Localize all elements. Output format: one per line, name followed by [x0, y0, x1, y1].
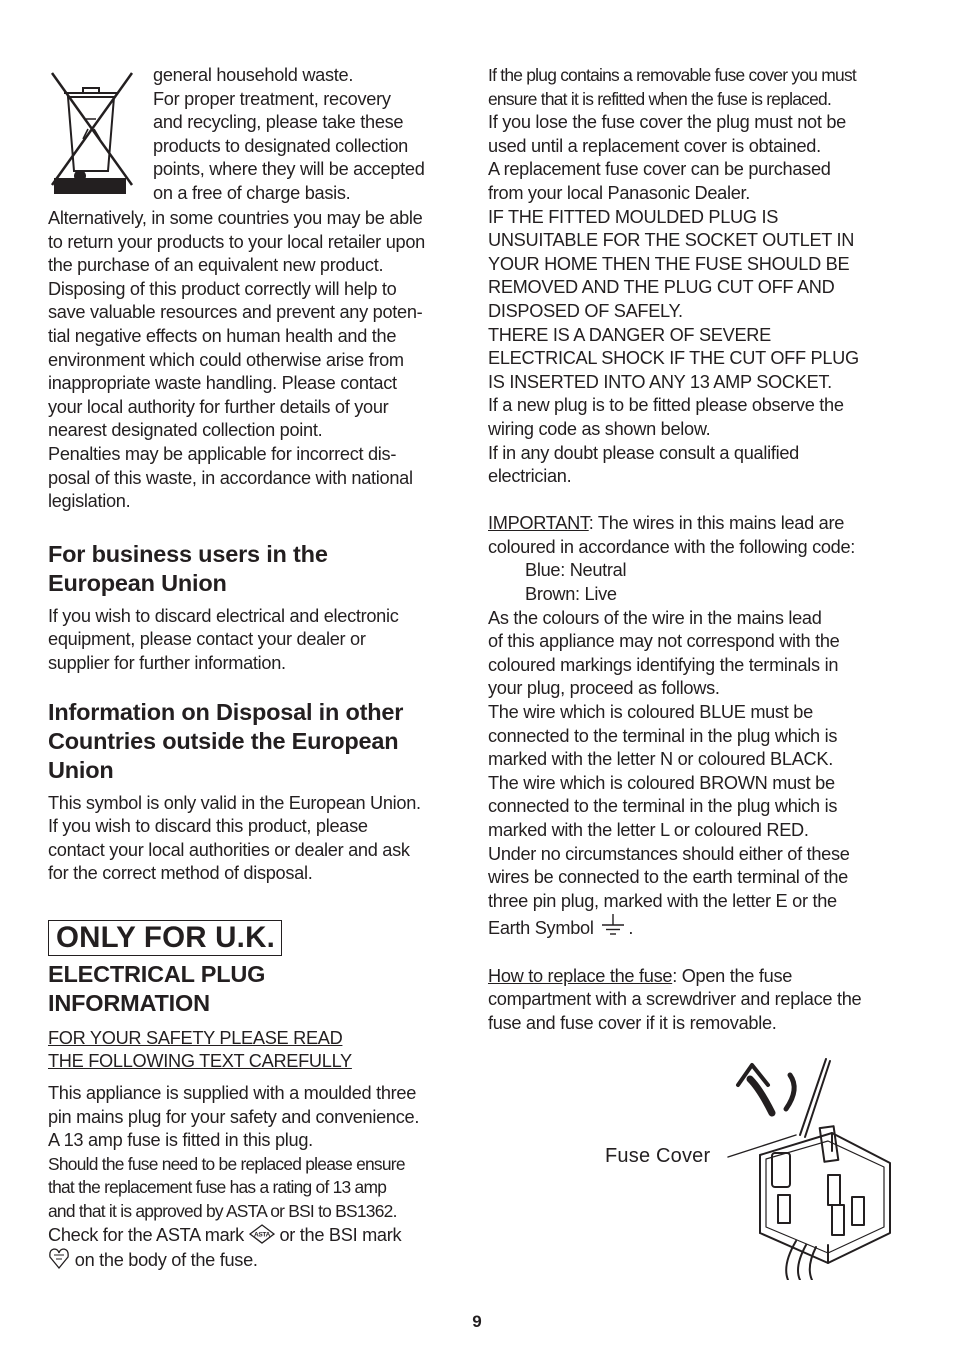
- text-line: As the colours of the wire in the mains lead: [488, 607, 822, 628]
- important-label: IMPORTANT: [488, 513, 589, 534]
- text-line: DISPOSED OF SAFELY.: [488, 300, 683, 321]
- business-heading: [48, 540, 453, 598]
- text-line: YOUR HOME THEN THE FUSE SHOULD BE: [488, 253, 850, 274]
- text-line: wiring code as shown below.: [488, 418, 711, 439]
- heading-line: Countries outside the European: [48, 727, 399, 754]
- text-line: three pin plug, marked with the letter E or the: [488, 890, 837, 911]
- weee-paragraph: [48, 207, 453, 514]
- text-line: coloured in accordance with the following code:: [488, 536, 856, 557]
- text-line: legislation.: [48, 491, 131, 512]
- check-post-text: on the body of the fuse.: [70, 1250, 258, 1271]
- weee-intro: [153, 64, 453, 206]
- text-line: save valuable resources and prevent any poten-: [48, 302, 423, 323]
- text-line: nearest designated collection point.: [48, 420, 323, 441]
- text-line: IF THE FITTED MOULDED PLUG IS: [488, 206, 779, 227]
- text-line: If a new plug is to be fitted please observe the: [488, 395, 844, 416]
- weee-line: For proper treatment, recovery: [153, 88, 391, 109]
- only-for-uk-banner: ONLY FOR U.K.: [48, 920, 282, 956]
- left-column: [48, 64, 453, 1273]
- weee-line: on a free of charge basis.: [153, 182, 351, 203]
- check-marks-line-2: [48, 1247, 453, 1273]
- heading-line: European Union: [48, 569, 227, 596]
- heading-line: Information on Disposal in other: [48, 698, 404, 725]
- weee-line: and recycling, please take these: [153, 112, 404, 133]
- important-rest: : The wires in this mains lead are: [588, 513, 845, 534]
- text-line: ELECTRICAL SHOCK IF THE CUT OFF PLUG: [488, 348, 859, 369]
- crossed-out-wheelie-bin-icon: [48, 67, 134, 197]
- text-line: that the replacement fuse has a rating of 13 amp: [48, 1177, 387, 1198]
- weee-line: general household waste.: [153, 65, 354, 85]
- wire-code-live: Brown: Live: [525, 584, 617, 605]
- text-line: used until a replacement cover is obtained.: [488, 135, 821, 156]
- text-line: A replacement fuse cover can be purchased: [488, 159, 831, 180]
- text-line: marked with the letter N or coloured BLACK.: [488, 749, 833, 770]
- text-line: Penalties may be applicable for incorrect dis-: [48, 443, 397, 464]
- text-line: A 13 amp fuse is fitted in this plug.: [48, 1130, 313, 1151]
- heading-line: ELECTRICAL PLUG: [48, 960, 266, 987]
- safety-notice: [48, 1027, 453, 1074]
- text-line: the purchase of an equivalent new product.: [48, 255, 384, 276]
- important-line: [488, 512, 888, 536]
- fuse-text: [48, 1153, 453, 1224]
- text-line: and that it is approved by ASTA or BSI to BS1362.: [48, 1201, 397, 1222]
- text-line: Alternatively, in some countries you may be able: [48, 208, 423, 228]
- text-line: If you wish to discard electrical and electronic: [48, 605, 399, 626]
- fuse-cover-text: [488, 64, 888, 111]
- weee-line: points, where they will be accepted: [153, 159, 425, 180]
- text-line: Disposing of this product correctly will help to: [48, 278, 397, 299]
- earth-symbol-line: [488, 913, 888, 941]
- text-line: wires be connected to the earth terminal of the: [488, 867, 848, 888]
- earth-post-text: .: [628, 918, 634, 939]
- fuse-cover-label: Fuse Cover: [605, 1145, 711, 1167]
- text-line: compartment with a screwdriver and replace the: [488, 989, 862, 1010]
- how-to-label: How to replace the fuse: [488, 965, 673, 986]
- how-to-rest: : Open the fuse: [672, 965, 793, 986]
- text-line: If you wish to discard this product, please: [48, 816, 368, 837]
- check-marks-line: [48, 1224, 453, 1248]
- wire-code-neutral: Blue: Neutral: [525, 560, 627, 581]
- text-line: environment which could otherwise arise from: [48, 349, 404, 370]
- text-line: your local authority for further details of your: [48, 396, 389, 417]
- text-line: Should the fuse need to be replaced please ensure: [48, 1153, 405, 1174]
- bsi-kitemark-icon: [48, 1247, 70, 1269]
- text-line: of this appliance may not correspond with the: [488, 631, 840, 652]
- text-line: connected to the terminal in the plug which is: [488, 725, 838, 746]
- text-line: This symbol is only valid in the European Union.: [48, 792, 421, 813]
- text-line: This appliance is supplied with a moulded three: [48, 1083, 417, 1104]
- plug-heading: [48, 960, 453, 1018]
- text-line: from your local Panasonic Dealer.: [488, 182, 751, 203]
- text-line: pin mains plug for your safety and convenience.: [48, 1106, 420, 1127]
- text-line: connected to the terminal in the plug which is: [488, 796, 838, 817]
- how-to-replace-line: [488, 965, 888, 989]
- text-line: contact your local authorities or dealer and ask: [48, 839, 410, 860]
- text-line: marked with the letter L or coloured RED.: [488, 820, 809, 840]
- text-line: equipment, please contact your dealer or: [48, 629, 366, 650]
- text-line: ensure that it is refitted when the fuse is replaced.: [488, 88, 832, 109]
- text-line: IS INSERTED INTO ANY 13 AMP SOCKET.: [488, 371, 832, 392]
- earth-pre-text: Earth Symbol: [488, 918, 599, 939]
- weee-line: products to designated collection: [153, 135, 409, 156]
- text-line: REMOVED AND THE PLUG CUT OFF AND: [488, 277, 835, 298]
- text-line: UNSUITABLE FOR THE SOCKET OUTLET IN: [488, 230, 855, 251]
- text-line: inappropriate waste handling. Please contact: [48, 373, 397, 394]
- weee-block: [48, 64, 453, 207]
- text-line: tial negative effects on human health and the: [48, 325, 397, 346]
- text-line: The wire which is coloured BLUE must be: [488, 702, 813, 723]
- wiring-instructions: [488, 607, 888, 914]
- text-line: posal of this waste, in accordance with national: [48, 467, 413, 488]
- asta-mark-icon: [249, 1224, 275, 1244]
- text-line: your plug, proceed as follows.: [488, 678, 720, 699]
- other-countries-text: [48, 792, 453, 886]
- text-line: If in any doubt please consult a qualified: [488, 442, 799, 463]
- text-line: THE FOLLOWING TEXT CAREFULLY: [48, 1051, 352, 1072]
- text-line: THERE IS A DANGER OF SEVERE: [488, 324, 771, 345]
- text-line: If you lose the fuse cover the plug must not be: [488, 112, 846, 133]
- text-line: fuse and fuse cover if it is removable.: [488, 1012, 777, 1033]
- heading-line: INFORMATION: [48, 989, 210, 1016]
- right-column: [488, 64, 888, 1035]
- page-number: 9: [472, 1312, 482, 1331]
- earth-symbol-icon: [598, 913, 628, 937]
- check-mid-text: or the BSI mark: [274, 1224, 402, 1245]
- asta-mark-text: ASTA: [253, 1231, 270, 1239]
- text-line: to return your products to your local retailer upon: [48, 231, 425, 252]
- heading-line: Union: [48, 756, 114, 783]
- plug-warning-text: [488, 111, 888, 489]
- text-line: FOR YOUR SAFETY PLEASE READ: [48, 1027, 343, 1048]
- heading-line: For business users in the: [48, 540, 328, 567]
- text-line: electrician.: [488, 466, 572, 487]
- text-line: coloured markings identifying the terminals in: [488, 654, 839, 675]
- text-line: If the plug contains a removable fuse cover you must: [488, 65, 856, 85]
- check-pre-text: Check for the ASTA mark: [48, 1224, 249, 1245]
- other-countries-heading: [48, 698, 453, 785]
- supply-text: [48, 1082, 453, 1153]
- text-line: for the correct method of disposal.: [48, 863, 313, 884]
- text-line: supplier for further information.: [48, 652, 286, 673]
- text-line: The wire which is coloured BROWN must be: [488, 772, 835, 793]
- business-text: [48, 605, 453, 676]
- text-line: Under no circumstances should either of these: [488, 843, 850, 864]
